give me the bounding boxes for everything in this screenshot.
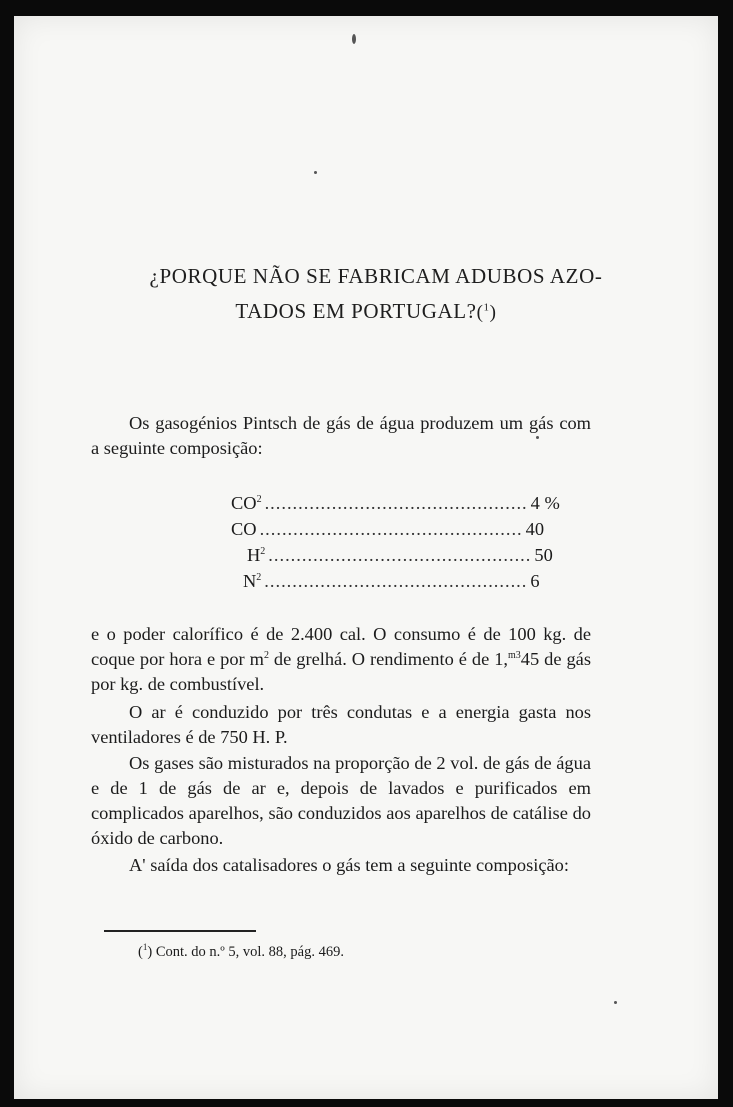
paper-speck	[614, 1001, 617, 1004]
percentage-value: 6	[530, 571, 540, 591]
formula: $CO^2$	[231, 493, 262, 513]
catalysers-paragraph: A' saída dos catalisadores o gás tem a seguinte composição:	[129, 855, 569, 875]
title-footnote-reference[interactable]: ($^1$)	[476, 301, 497, 323]
percentage-value: 40	[525, 519, 545, 539]
formula: $H^2$	[247, 545, 266, 565]
composition-table	[219, 493, 560, 597]
paper-speck	[352, 34, 356, 44]
composition-row: $H^2$ ............................................... 50	[247, 545, 553, 565]
composition-row: $N^2$ ............................................... 6	[243, 571, 540, 591]
footnote: ($^1$) Cont. do n.º 5, vol. 88, pág. 469.	[138, 942, 344, 960]
formula: $N^2$	[243, 571, 262, 591]
paper-speck	[314, 171, 317, 174]
air-paragraph: O ar é conduzido por três condutas e a energia gasta nos ventiladores é de 750 H. P.	[91, 702, 591, 747]
calorific-paragraph: e o poder calorífico é de 2.400 cal. O consumo é de 100 kg. de coque por hora e por $m^2$ de grelhá. O rendimento é de 1,$^{m3}$45 de gás por kg. de combustível.	[91, 624, 592, 694]
footnote-divider	[104, 930, 256, 932]
article-title-line-1: ¿PORQUE NÃO SE FABRICAM ADUBOS AZO-	[149, 264, 603, 288]
percentage-value: 50	[534, 545, 553, 565]
gases-paragraph: Os gases são misturados na proporção de 2 vol. de gás de água e de 1 de gás de ar e, depois de lavados e purificados em complicados aparelhos, são conduzidos aos aparelhos de catálise do óxido de carbono.	[91, 753, 591, 848]
composition-row: CO ............................................... 40	[231, 519, 545, 539]
composition-row: $CO^2$ ............................................... 4 %	[231, 493, 560, 513]
article-title-text: TADOS EM PORTUGAL?	[235, 299, 477, 323]
intro-paragraph: Os gasogénios Pintsch de gás de água produzem um gás com a seguinte composição:	[91, 413, 591, 458]
paper-speck	[536, 436, 539, 439]
formula: CO	[231, 519, 257, 539]
document-page	[14, 16, 718, 1099]
percentage-value: 4 %	[530, 493, 560, 513]
article-title-line-2	[14, 299, 718, 324]
